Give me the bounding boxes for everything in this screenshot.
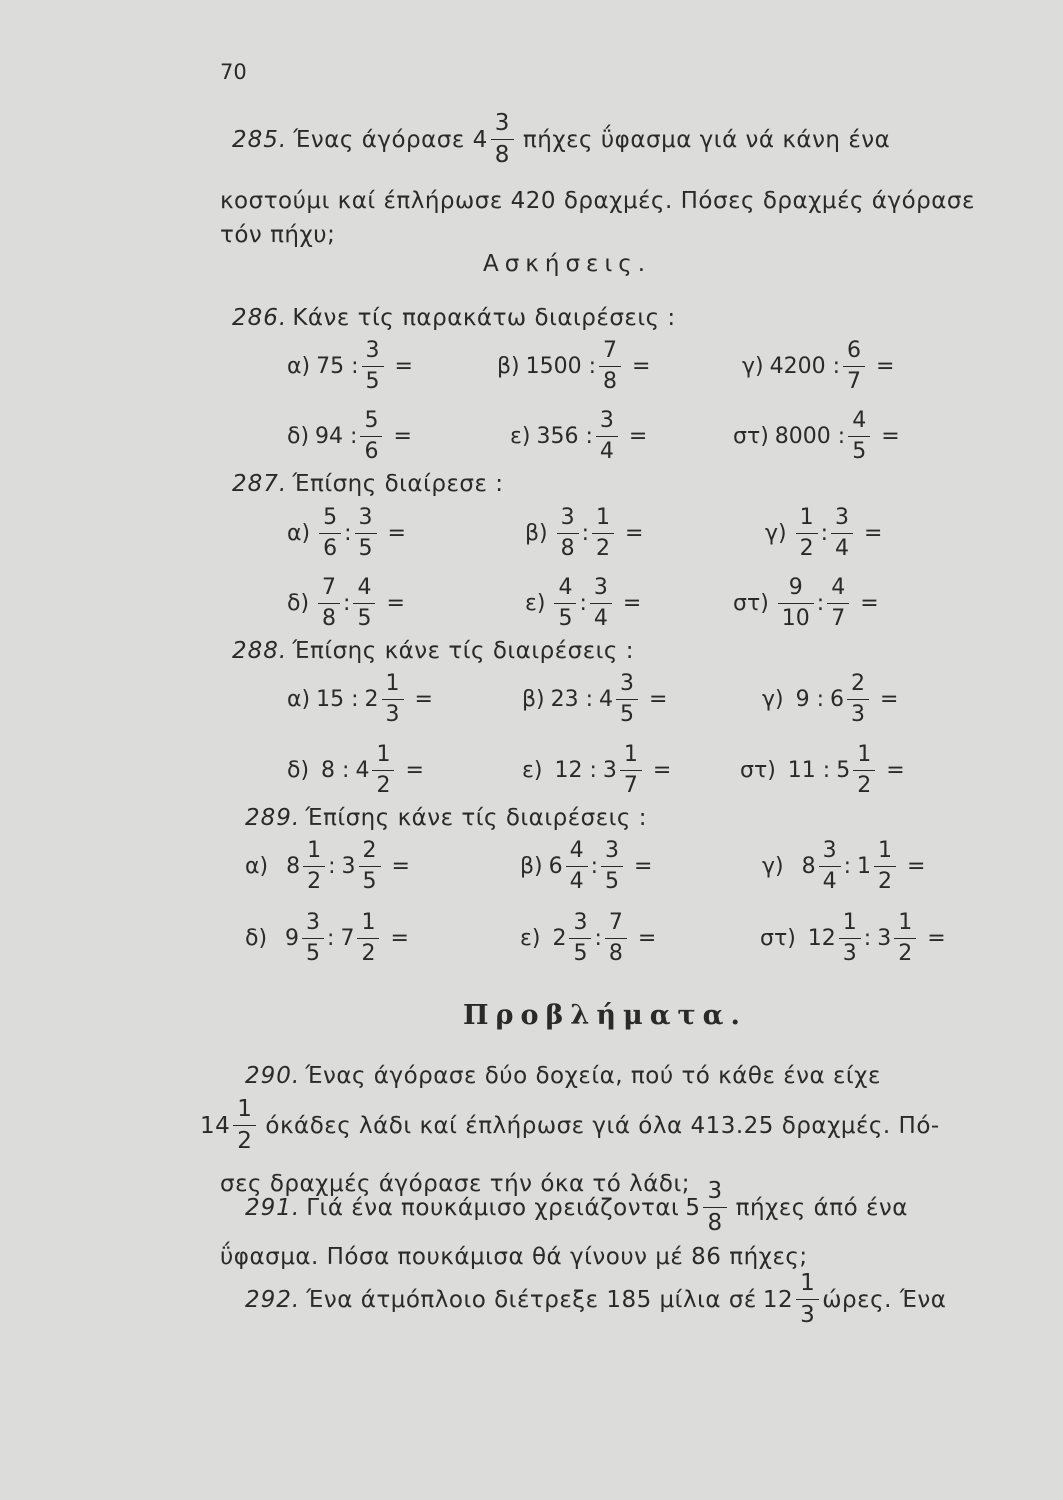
problem-290-line-1	[245, 1063, 881, 1089]
exercise-289-e: ε) 2 $\frac{3}{5}$ : $\frac{7}{8}$ =	[520, 910, 657, 966]
problem-number: 286.	[232, 305, 288, 331]
problem-number: 289.	[245, 805, 301, 831]
problem-286-heading	[232, 305, 676, 331]
exercise-287-e: ε) $\frac{4}{5}$ : $\frac{3}{4}$ =	[525, 575, 642, 631]
exercise-287-c: γ) $\frac{1}{2}$ : $\frac{3}{4}$ =	[765, 505, 883, 561]
problem-290-line-3: σες δραχμές άγόρασε τήν όκα τό λάδι;	[220, 1171, 691, 1197]
exercise-286-a: α) 75 : $\frac{3}{5}$ =	[287, 338, 413, 394]
exercise-287-f: στ) $\frac{9}{10}$ : $\frac{4}{7}$ =	[733, 575, 879, 631]
problem-text: Ένας άγόρασε 4	[293, 126, 488, 153]
exercise-289-d: δ) 9 $\frac{3}{5}$ : 7 $\frac{1}{2}$ =	[245, 910, 409, 966]
exercise-287-a: α) $\frac{5}{6}$ : $\frac{3}{5}$ =	[287, 505, 406, 561]
problem-287-heading	[232, 471, 503, 497]
problem-290-line-2: 14 $\frac{1}{2}$ όκάδες λάδι καί έπλήρωσε γιά όλα 413.25 δραχμές. Πό-	[200, 1096, 940, 1154]
problem-text: Ένα άτμόπλοιο διέτρεξε 185 μίλια σέ	[306, 1286, 757, 1313]
problem-text: όκάδες λάδι καί έπλήρωσε γιά όλα 413.25 δραχμές. Πό-	[265, 1112, 940, 1139]
exercise-288-f: στ) 11 : 5 $\frac{1}{2}$ =	[740, 742, 905, 798]
problem-285-line-3: τόν πήχυ;	[220, 222, 336, 248]
problem-text: Ένας άγόρασε δύο δοχεία, πού τό κάθε ένα είχε	[305, 1063, 881, 1089]
problem-text: Κάνε τίς παρακάτω διαιρέσεις :	[292, 305, 676, 331]
exercise-286-c: γ) 4200 : $\frac{6}{7}$ =	[742, 338, 895, 394]
exercise-288-a: α) 15 : 2 $\frac{1}{3}$ =	[287, 671, 433, 727]
section-title-exercises: Ασκήσεις.	[483, 251, 652, 277]
exercise-289-a: α) 8 $\frac{1}{2}$ : 3 $\frac{2}{5}$ =	[245, 838, 410, 894]
problem-291-line-2: ΰφασμα. Πόσα πουκάμισα θά γίνουν μέ 86 πήχες;	[220, 1244, 808, 1270]
problem-number: 291.	[245, 1194, 301, 1221]
exercise-288-d: δ) 8 : 4 $\frac{1}{2}$ =	[287, 742, 424, 798]
problem-text: ώρες. Ένα	[822, 1286, 947, 1313]
exercise-287-b: β) $\frac{3}{8}$ : $\frac{1}{2}$ =	[525, 505, 644, 561]
page-number: 70	[220, 60, 247, 84]
problem-292-line-1: 292. Ένα άτμόπλοιο διέτρεξε 185 μίλια σέ 12 $\frac{1}{3}$ ώρες. Ένα	[245, 1270, 947, 1328]
exercise-288-b: β) 23 : 4 $\frac{3}{5}$ =	[522, 671, 668, 727]
problem-288-heading	[232, 638, 634, 664]
problem-291-line-1: 291. Γιά ένα πουκάμισο χρειάζονται 5 $\frac{3}{8}$ πήχες άπό ένα	[245, 1178, 908, 1236]
problem-text: Γιά ένα πουκάμισο χρειάζονται	[306, 1194, 680, 1221]
problem-285-line-2: κοστούμι καί έπλήρωσε 420 δραχμές. Πόσες δραχμές άγόρασε	[220, 188, 975, 214]
exercise-289-f: στ) 12 $\frac{1}{3}$ : 3 $\frac{1}{2}$ =	[760, 910, 946, 966]
problem-285-line-1	[232, 112, 890, 167]
exercise-289-c: γ) 8 $\frac{3}{4}$ : 1 $\frac{1}{2}$ =	[762, 838, 926, 894]
exercise-288-c: γ) 9 : 6 $\frac{2}{3}$ =	[762, 671, 899, 727]
problem-text: Έπίσης κάνε τίς διαιρέσεις :	[305, 805, 647, 831]
exercise-287-d: δ) $\frac{7}{8}$ : $\frac{4}{5}$ =	[287, 575, 405, 631]
exercise-289-b: β) 6 $\frac{4}{4}$ : $\frac{3}{5}$ =	[520, 838, 653, 894]
problem-number: 287.	[232, 471, 288, 497]
section-title-problems: Προβλήματα.	[463, 1000, 747, 1031]
problem-number: 290.	[245, 1063, 301, 1089]
exercise-288-e: ε) 12 : 3 $\frac{1}{7}$ =	[522, 742, 672, 798]
problem-289-heading	[245, 805, 647, 831]
problem-text: Έπίσης κάνε τίς διαιρέσεις :	[292, 638, 634, 664]
problem-text: Έπίσης διαίρεσε :	[292, 471, 504, 497]
exercise-286-d: δ) 94 : $\frac{5}{6}$ =	[287, 408, 412, 464]
fraction: $\frac{3}{8}$	[491, 112, 514, 167]
exercise-286-f: στ) 8000 : $\frac{4}{5}$ =	[733, 408, 900, 464]
problem-text: πήχες άπό ένα	[735, 1194, 908, 1221]
problem-text: πήχες ΰφασμα γιά νά κάνη ένα	[522, 126, 891, 153]
problem-number: 285.	[232, 126, 288, 153]
exercise-286-b: β) 1500 : $\frac{7}{8}$ =	[497, 338, 651, 394]
exercise-286-e: ε) 356 : $\frac{3}{4}$ =	[510, 408, 648, 464]
problem-number: 288.	[232, 638, 288, 664]
problem-number: 292.	[245, 1286, 301, 1313]
